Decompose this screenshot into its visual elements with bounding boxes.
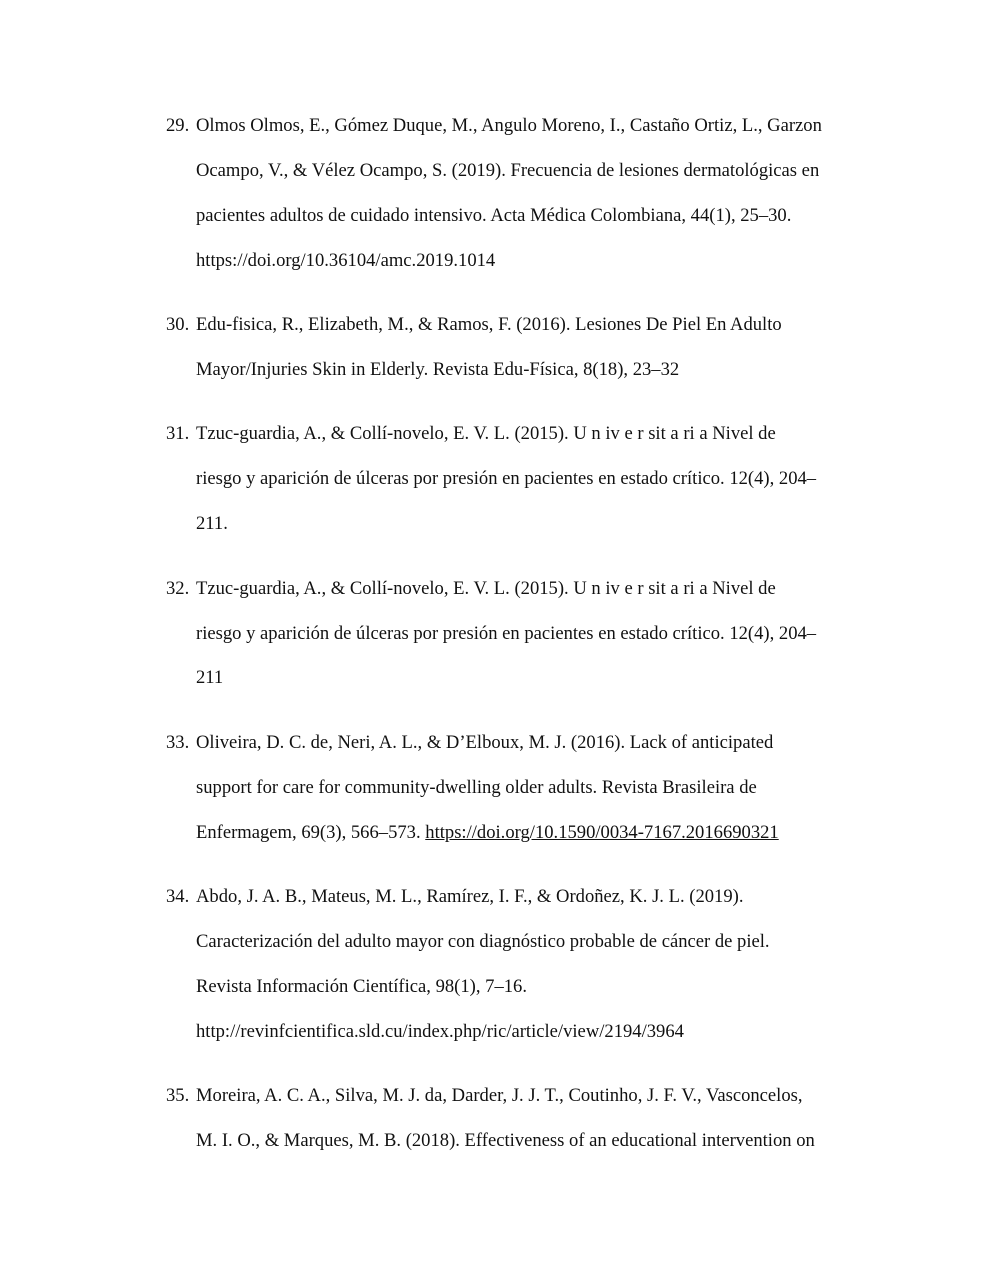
reference-line: Moreira, A. C. A., Silva, M. J. da, Darder, J. J. T., Coutinho, J. F. V., Vasconcelos, xyxy=(196,1085,803,1107)
reference-line: Olmos Olmos, E., Gómez Duque, M., Angulo Moreno, I., Castaño Ortiz, L., Garzon xyxy=(196,115,822,136)
reference-item-32 xyxy=(166,567,866,702)
reference-line: 211. xyxy=(196,513,228,535)
reference-item-31 xyxy=(166,412,866,547)
reference-line: Oliveira, D. C. de, Neri, A. L., & D’Elboux, M. J. (2016). Lack of anticipated xyxy=(196,731,774,753)
reference-item-30 xyxy=(166,303,866,393)
reference-line: M. I. O., & Marques, M. B. (2018). Effectiveness of an educational intervention on xyxy=(196,1130,815,1152)
reference-item-29 xyxy=(166,104,866,284)
reference-line: Revista Información Científica, 98(1), 7–16. xyxy=(196,975,527,997)
reference-number: 32. xyxy=(166,577,190,599)
reference-doi: https://doi.org/10.36104/amc.2019.1014 xyxy=(196,249,496,271)
reference-line: Tzuc-guardia, A., & Collí-novelo, E. V. L. (2015). U n iv e r sit a ri a Nivel de xyxy=(196,577,776,599)
reference-number: 33. xyxy=(166,731,190,753)
reference-line: riesgo y aparición de úlceras por presión en pacientes en estado crítico. 12(4), 204– xyxy=(196,468,817,490)
reference-line: Mayor/Injuries Skin in Elderly. Revista Edu-Física, 8(18), 23–32 xyxy=(196,359,680,381)
reference-number: 34. xyxy=(166,886,190,908)
reference-number: 30. xyxy=(166,314,190,336)
reference-line: Abdo, J. A. B., Mateus, M. L., Ramírez, I. F., & Ordoñez, K. J. L. (2019). xyxy=(196,886,744,908)
doi-link[interactable]: https://doi.org/10.1590/0034-7167.2016690321 xyxy=(425,821,779,843)
reference-line: support for care for community-dwelling older adults. Revista Brasileira de xyxy=(196,776,757,798)
reference-number: 29. xyxy=(166,115,190,136)
reference-line: Edu-fisica, R., Elizabeth, M., & Ramos, F. (2016). Lesiones De Piel En Adulto xyxy=(196,314,782,336)
reference-line: Ocampo, V., & Vélez Ocampo, S. (2019). Frecuencia de lesiones dermatológicas en xyxy=(196,159,820,181)
reference-item-34 xyxy=(166,875,866,1055)
reference-line: 211 xyxy=(196,667,224,689)
reference-list xyxy=(166,104,866,1184)
reference-line xyxy=(196,811,866,856)
reference-url: http://revinfcientifica.sld.cu/index.php/ric/article/view/2194/3964 xyxy=(196,1020,684,1042)
reference-number: 35. xyxy=(166,1085,190,1107)
reference-line: pacientes adultos de cuidado intensivo. Acta Médica Colombiana, 44(1), 25–30. xyxy=(196,204,792,226)
reference-number: 31. xyxy=(166,423,190,445)
reference-line: riesgo y aparición de úlceras por presión en pacientes en estado crítico. 12(4), 204– xyxy=(196,622,817,644)
reference-line: Tzuc-guardia, A., & Collí-novelo, E. V. L. (2015). U n iv e r sit a ri a Nivel de xyxy=(196,423,776,445)
reference-line: Caracterización del adulto mayor con diagnóstico probable de cáncer de piel. xyxy=(196,931,770,952)
reference-item-33 xyxy=(166,721,866,856)
reference-item-35 xyxy=(166,1074,866,1164)
reference-text: Enfermagem, 69(3), 566–573. xyxy=(196,821,426,843)
